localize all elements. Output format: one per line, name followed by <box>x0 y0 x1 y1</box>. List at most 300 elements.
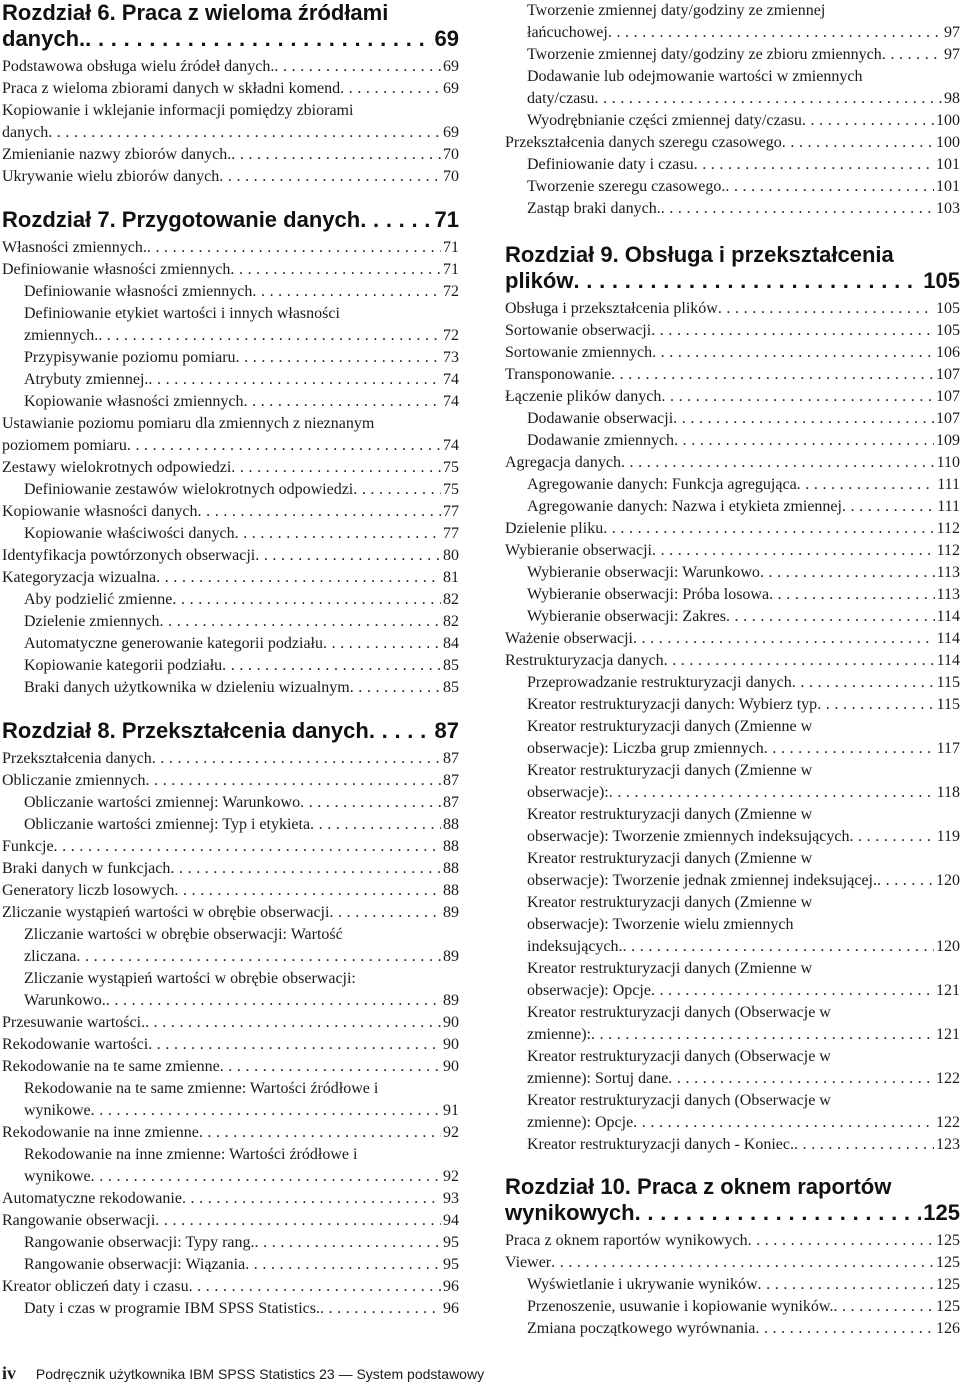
entry-row <box>505 364 960 386</box>
toc-entry[interactable] <box>505 176 960 198</box>
page-ref: 87 <box>443 794 459 811</box>
toc-entry[interactable] <box>2 567 459 589</box>
dot-leader <box>360 207 432 233</box>
page-ref: 74 <box>443 371 459 388</box>
chapter-heading[interactable] <box>2 207 459 233</box>
dot-leader <box>797 474 936 496</box>
page-ref: 121 <box>936 982 960 999</box>
page-ref: 94 <box>443 1212 459 1229</box>
toc-entry[interactable] <box>2 655 459 677</box>
toc-entry[interactable] <box>2 1078 459 1122</box>
dot-leader <box>758 1274 934 1296</box>
toc-entry[interactable] <box>505 1090 960 1134</box>
toc-entry[interactable] <box>2 968 459 1012</box>
entry-title-line: Kreator restrukturyzacji danych (Zmienne w <box>527 960 813 977</box>
entry-title: Agregowanie danych: Funkcja agregująca <box>527 476 797 493</box>
toc-entry[interactable] <box>505 562 960 584</box>
page-ref: 71 <box>443 261 459 278</box>
dot-leader <box>91 1100 441 1122</box>
entry-title: Definiowanie własności zmiennych <box>24 283 253 300</box>
entry-title: wynikowe <box>24 1168 91 1185</box>
toc-entry[interactable] <box>2 1276 459 1298</box>
toc-entry[interactable] <box>505 628 960 650</box>
page-number: iv <box>2 1363 17 1383</box>
footer-text: Podręcznik użytkownika IBM SPSS Statistics 23 — System podstawowy <box>35 1366 485 1382</box>
dot-leader <box>369 718 433 744</box>
entry-title: Kopiowanie własności zmiennych <box>24 393 244 410</box>
page-ref: 111 <box>937 498 960 515</box>
toc-entry[interactable] <box>2 902 459 924</box>
dot-leader <box>340 78 441 100</box>
toc-entry[interactable] <box>2 1210 459 1232</box>
dot-leader <box>633 1112 934 1134</box>
dot-leader <box>245 1254 441 1276</box>
entry-title: Aby podzielić zmienne <box>24 591 173 608</box>
toc-entry[interactable] <box>2 814 459 836</box>
entry-title: Zmiana początkowego wyrównania <box>527 1320 756 1337</box>
page-ref: 123 <box>936 1136 960 1153</box>
toc-entry[interactable] <box>505 892 960 958</box>
dot-leader <box>255 1232 441 1254</box>
toc-entry[interactable] <box>505 1046 960 1090</box>
toc-entry[interactable] <box>2 792 459 814</box>
entry-title: obserwacje): Tworzenie zmiennych indeksujących <box>527 828 850 845</box>
toc-entry[interactable] <box>2 523 459 545</box>
entry-title: Rekodowanie na inne zmienne <box>2 1124 199 1141</box>
dot-leader <box>764 738 935 760</box>
toc-entry[interactable] <box>505 1134 960 1156</box>
entry-title: Zestawy wielokrotnych odpowiedzi <box>2 459 232 476</box>
entry-row <box>2 718 459 744</box>
dot-leader <box>219 166 441 188</box>
entry-title: Rozdział 8. Przekształcenia danych <box>2 718 369 743</box>
toc-entry[interactable] <box>505 430 960 452</box>
page-ref: 69 <box>434 26 459 51</box>
entry-title: Rekodowanie wartości <box>2 1036 149 1053</box>
chapter-heading[interactable] <box>505 1174 960 1226</box>
dot-leader <box>300 792 441 814</box>
toc-entry[interactable] <box>505 606 960 628</box>
entry-row <box>527 496 960 518</box>
entry-title: Warunkowo. <box>24 992 106 1009</box>
dot-leader <box>353 479 441 501</box>
entry-row <box>2 259 459 281</box>
entry-row <box>527 782 960 804</box>
entry-title: Braki danych w funkcjach <box>2 860 171 877</box>
toc-entry[interactable] <box>505 1002 960 1046</box>
toc-entry[interactable] <box>2 369 459 391</box>
toc-entry[interactable] <box>505 44 960 66</box>
entry-row <box>527 154 960 176</box>
toc-entry[interactable] <box>2 924 459 968</box>
entry-title: Kopiowanie właściwości danych <box>24 525 235 542</box>
entry-row <box>505 1230 960 1252</box>
entry-title: Praca z wieloma zbiorami danych w składni komend <box>2 80 341 97</box>
toc-entry[interactable] <box>505 364 960 386</box>
toc-entry[interactable] <box>505 694 960 716</box>
dot-leader <box>199 1122 441 1144</box>
entry-title: Wybieranie obserwacji <box>505 542 652 559</box>
toc-entry[interactable] <box>2 880 459 902</box>
entry-title: plików <box>505 268 574 293</box>
entry-title-line: Rozdział 9. Obsługa i przekształcenia <box>505 242 894 267</box>
entry-title: Wybieranie obserwacji: Warunkowo <box>527 564 760 581</box>
dot-leader <box>725 176 934 198</box>
dot-leader <box>231 457 441 479</box>
toc-entry[interactable] <box>2 166 459 188</box>
toc-entry[interactable] <box>505 584 960 606</box>
entry-title: Przesuwanie wartości. <box>2 1014 146 1031</box>
dot-leader <box>760 562 935 584</box>
entry-row <box>2 1122 459 1144</box>
page-ref: 95 <box>443 1234 459 1251</box>
page-ref: 81 <box>443 569 459 586</box>
dot-leader <box>882 44 942 66</box>
toc-entry[interactable] <box>2 78 459 100</box>
toc-entry[interactable] <box>2 748 459 770</box>
toc-entry[interactable] <box>505 1296 960 1318</box>
entry-row <box>24 677 459 699</box>
page-ref: 71 <box>434 207 459 232</box>
toc-entry[interactable] <box>2 589 459 611</box>
entry-row <box>2 858 459 880</box>
entry-row <box>2 26 459 52</box>
dot-leader <box>145 1012 441 1034</box>
entry-title: Sortowanie obserwacji <box>505 322 652 339</box>
entry-row <box>24 347 459 369</box>
dot-leader <box>106 990 441 1012</box>
entry-row <box>527 738 960 760</box>
entry-title: poziomem pomiaru <box>2 437 127 454</box>
entry-row <box>527 1112 960 1134</box>
page-ref: 98 <box>944 90 960 107</box>
page-ref: 90 <box>443 1036 459 1053</box>
page-ref: 88 <box>443 838 459 855</box>
toc-entry[interactable] <box>2 457 459 479</box>
entry-title: Dodawanie zmiennych <box>527 432 675 449</box>
entry-title: Wyodrębnianie części zmiennej daty/czasu <box>527 112 802 129</box>
entry-row <box>527 110 960 132</box>
entry-title: Przenoszenie, usuwanie i kopiowanie wyników. <box>527 1298 834 1315</box>
entry-title-line: Kreator restrukturyzacji danych (Zmienne w <box>527 762 813 779</box>
toc-entry[interactable] <box>2 237 459 259</box>
dot-leader <box>877 870 934 892</box>
page-ref: 107 <box>936 410 960 427</box>
entry-title: danych. <box>2 26 86 51</box>
entry-row <box>2 1056 459 1078</box>
toc-entry[interactable] <box>505 1252 960 1274</box>
toc-entry[interactable] <box>2 545 459 567</box>
toc-entry[interactable] <box>2 1056 459 1078</box>
entry-row <box>505 320 960 342</box>
entry-row <box>2 545 459 567</box>
toc-entry[interactable] <box>505 672 960 694</box>
entry-title: Wybieranie obserwacji: Próba losowa <box>527 586 770 603</box>
entry-row <box>505 1200 960 1226</box>
toc-entry[interactable] <box>2 1122 459 1144</box>
toc-entry[interactable] <box>505 848 960 892</box>
entry-title-line: Zliczanie wystąpień wartości w obrębie obserwacji: <box>24 970 356 987</box>
page-ref: 89 <box>443 992 459 1009</box>
page-ref: 88 <box>443 816 459 833</box>
page-ref: 101 <box>936 156 960 173</box>
entry-title: Definiowanie zestawów wielokrotnych odpowiedzi <box>24 481 354 498</box>
entry-title: Definiowanie własności zmiennych <box>2 261 231 278</box>
toc-entry[interactable] <box>2 858 459 880</box>
entry-title: zmienne): <box>527 1026 591 1043</box>
dot-leader <box>551 1252 934 1274</box>
dot-leader <box>156 567 441 589</box>
entry-row <box>527 606 960 628</box>
entry-title-line: Kreator restrukturyzacji danych (Zmienne w <box>527 850 813 867</box>
toc-entry[interactable] <box>505 474 960 496</box>
toc-entry[interactable] <box>2 501 459 523</box>
entry-row <box>505 628 960 650</box>
entry-row <box>527 1318 960 1340</box>
page-ref: 114 <box>936 608 960 625</box>
entry-row <box>24 523 459 545</box>
dot-leader <box>147 237 441 259</box>
toc-entry[interactable] <box>505 110 960 132</box>
entry-title: wynikowe <box>24 1102 91 1119</box>
entry-title: Automatyczne generowanie kategorii podziału <box>24 635 323 652</box>
page-ref: 77 <box>443 525 459 542</box>
toc-entry[interactable] <box>505 154 960 176</box>
toc-entry[interactable] <box>2 144 459 166</box>
toc-entry[interactable] <box>505 386 960 408</box>
page-ref: 89 <box>443 948 459 965</box>
page-ref: 125 <box>936 1254 960 1271</box>
entry-title: Przeprowadzanie restrukturyzacji danych <box>527 674 792 691</box>
page-ref: 119 <box>936 828 960 845</box>
toc-entry[interactable] <box>2 100 459 144</box>
entry-title: Rekodowanie na te same zmienne <box>2 1058 220 1075</box>
page-ref: 87 <box>443 750 459 767</box>
page-ref: 125 <box>936 1298 960 1315</box>
toc-entry[interactable] <box>2 391 459 413</box>
page-ref: 125 <box>936 1232 960 1249</box>
page-ref: 70 <box>443 168 459 185</box>
toc-entry[interactable] <box>2 1144 459 1188</box>
entry-row <box>24 369 459 391</box>
page-ref: 117 <box>936 740 960 757</box>
toc-entry[interactable] <box>505 1318 960 1340</box>
dot-leader <box>172 589 441 611</box>
toc-entry[interactable] <box>2 633 459 655</box>
entry-title-line: Rekodowanie na inne zmienne: Wartości źródłowe i <box>24 1146 358 1163</box>
dot-leader <box>148 1034 441 1056</box>
entry-title: łańcuchowej <box>527 24 608 41</box>
entry-row <box>527 562 960 584</box>
chapter-heading[interactable] <box>505 242 960 294</box>
entry-title-line: Kreator restrukturyzacji danych (Obserwacje w <box>527 1004 831 1021</box>
toc-entry[interactable] <box>2 836 459 858</box>
entry-title: Wybieranie obserwacji: Zakres <box>527 608 726 625</box>
toc-entry[interactable] <box>2 413 459 457</box>
page-ref: 69 <box>443 58 459 75</box>
entry-row <box>2 1276 459 1298</box>
page-ref: 107 <box>936 366 960 383</box>
toc-entry[interactable] <box>2 677 459 699</box>
page-ref: 88 <box>443 882 459 899</box>
toc-entry[interactable] <box>2 56 459 78</box>
page-ref: 100 <box>936 134 960 151</box>
page-ref: 82 <box>443 591 459 608</box>
entry-title: Restrukturyzacja danych <box>505 652 664 669</box>
entry-title: Kategoryzacja wizualna <box>2 569 157 586</box>
entry-row <box>527 584 960 606</box>
dot-leader <box>54 836 441 858</box>
page-ref: 91 <box>443 1102 459 1119</box>
chapter-heading[interactable] <box>2 0 459 52</box>
dot-leader <box>609 782 935 804</box>
entry-row <box>527 1134 960 1156</box>
dot-leader <box>222 655 441 677</box>
entry-title: Agregacja danych <box>505 454 621 471</box>
dot-leader <box>573 268 921 294</box>
dot-leader <box>160 611 442 633</box>
entry-title-line: Definiowanie etykiet wartości i innych własności <box>24 305 340 322</box>
dot-leader <box>755 1318 934 1340</box>
entry-title: Kreator restrukturyzacji danych - Koniec. <box>527 1136 794 1153</box>
toc-entry[interactable] <box>2 611 459 633</box>
toc-entry[interactable] <box>505 0 960 44</box>
toc-entry[interactable] <box>505 760 960 804</box>
toc-entry[interactable] <box>2 1188 459 1210</box>
toc-entry[interactable] <box>2 347 459 369</box>
entry-title: Viewer <box>505 1254 552 1271</box>
toc-entry[interactable] <box>505 132 960 154</box>
toc-entry[interactable] <box>505 298 960 320</box>
entry-title: Daty i czas w programie IBM SPSS Statistics. <box>24 1300 320 1317</box>
page-ref: 69 <box>443 80 459 97</box>
toc-entry[interactable] <box>505 408 960 430</box>
dot-leader <box>170 858 441 880</box>
page-ref: 113 <box>936 586 960 603</box>
entry-row <box>2 567 459 589</box>
entry-row <box>527 474 960 496</box>
entry-title: Definiowanie daty i czasu <box>527 156 694 173</box>
toc-entry[interactable] <box>505 1274 960 1296</box>
dot-leader <box>652 342 934 364</box>
dot-leader <box>595 88 942 110</box>
page-ref: 115 <box>936 674 960 691</box>
dot-leader <box>329 902 441 924</box>
page-ref: 85 <box>443 679 459 696</box>
toc-entry[interactable] <box>505 958 960 1002</box>
page-ref: 100 <box>936 112 960 129</box>
entry-title: Przypisywanie poziomu pomiaru <box>24 349 236 366</box>
entry-title: Sortowanie zmiennych <box>505 344 653 361</box>
toc-entry[interactable] <box>2 1034 459 1056</box>
entry-title: Praca z oknem raportów wynikowych <box>505 1232 748 1249</box>
dot-leader <box>220 1056 441 1078</box>
entry-row <box>505 342 960 364</box>
page-ref: 107 <box>936 388 960 405</box>
toc-entry[interactable] <box>505 66 960 110</box>
entry-title: Funkcje <box>2 838 54 855</box>
page-ref: 112 <box>936 542 960 559</box>
page-footer <box>2 1364 484 1383</box>
entry-row <box>2 1210 459 1232</box>
page-ref: 126 <box>936 1320 960 1337</box>
toc-entry[interactable] <box>2 1298 459 1320</box>
entry-title: Rangowanie obserwacji: Wiązania <box>24 1256 246 1273</box>
entry-row <box>527 826 960 848</box>
entry-title-line: Kopiowanie i wklejanie informacji pomiędzy zbiorami <box>2 102 354 119</box>
page-ref: 93 <box>443 1190 459 1207</box>
dot-leader <box>323 633 441 655</box>
entry-title: Łączenie plików danych <box>505 388 662 405</box>
toc-entry[interactable] <box>505 716 960 760</box>
entry-row <box>24 1166 459 1188</box>
toc-entry[interactable] <box>505 518 960 540</box>
page-ref: 88 <box>443 860 459 877</box>
entry-row <box>505 518 960 540</box>
entry-title: Obsługa i przekształcenia plików <box>505 300 718 317</box>
entry-row <box>2 748 459 770</box>
dot-leader <box>255 545 441 567</box>
dot-leader <box>252 281 441 303</box>
dot-leader <box>664 650 935 672</box>
page-ref: 111 <box>937 476 960 493</box>
page-ref: 71 <box>443 239 459 256</box>
page-ref: 122 <box>936 1070 960 1087</box>
toc-entry[interactable] <box>505 496 960 518</box>
toc-entry[interactable] <box>2 770 459 792</box>
toc-entry[interactable] <box>2 303 459 347</box>
chapter-heading[interactable] <box>2 718 459 744</box>
entry-row <box>527 980 960 1002</box>
toc-entry[interactable] <box>505 804 960 848</box>
entry-title: Przekształcenia danych <box>2 750 152 767</box>
entry-row <box>2 501 459 523</box>
toc-entry[interactable] <box>505 650 960 672</box>
entry-title-line: obserwacje): Tworzenie wielu zmiennych <box>527 916 794 933</box>
page-ref: 85 <box>443 657 459 674</box>
toc-entry[interactable] <box>2 1254 459 1276</box>
entry-title: zmienne): Sortuj dane <box>527 1070 669 1087</box>
toc-entry[interactable] <box>505 1230 960 1252</box>
page-ref: 72 <box>443 327 459 344</box>
toc-entry[interactable] <box>2 281 459 303</box>
toc-entry[interactable] <box>505 452 960 474</box>
entry-title-line: Kreator restrukturyzacji danych (Zmienne w <box>527 806 813 823</box>
dot-leader <box>694 154 934 176</box>
toc-entry[interactable] <box>505 540 960 562</box>
toc-entry[interactable] <box>2 1012 459 1034</box>
toc-entry[interactable] <box>2 479 459 501</box>
dot-leader <box>235 523 441 545</box>
toc-entry[interactable] <box>2 1232 459 1254</box>
dot-leader <box>230 259 441 281</box>
dot-leader <box>244 391 442 413</box>
toc-entry[interactable] <box>505 342 960 364</box>
dot-leader <box>608 22 942 44</box>
dot-leader <box>842 496 935 518</box>
entry-title: Kreator obliczeń daty i czasu <box>2 1278 189 1295</box>
dot-leader <box>817 694 934 716</box>
dot-leader <box>794 1134 934 1156</box>
dot-leader <box>635 1200 922 1226</box>
toc-entry[interactable] <box>505 320 960 342</box>
entry-row <box>24 1232 459 1254</box>
toc-entry[interactable] <box>2 259 459 281</box>
dot-leader <box>148 369 441 391</box>
page-ref: 125 <box>936 1276 960 1293</box>
toc-entry[interactable] <box>505 198 960 220</box>
entry-title: zmiennych. <box>24 327 99 344</box>
